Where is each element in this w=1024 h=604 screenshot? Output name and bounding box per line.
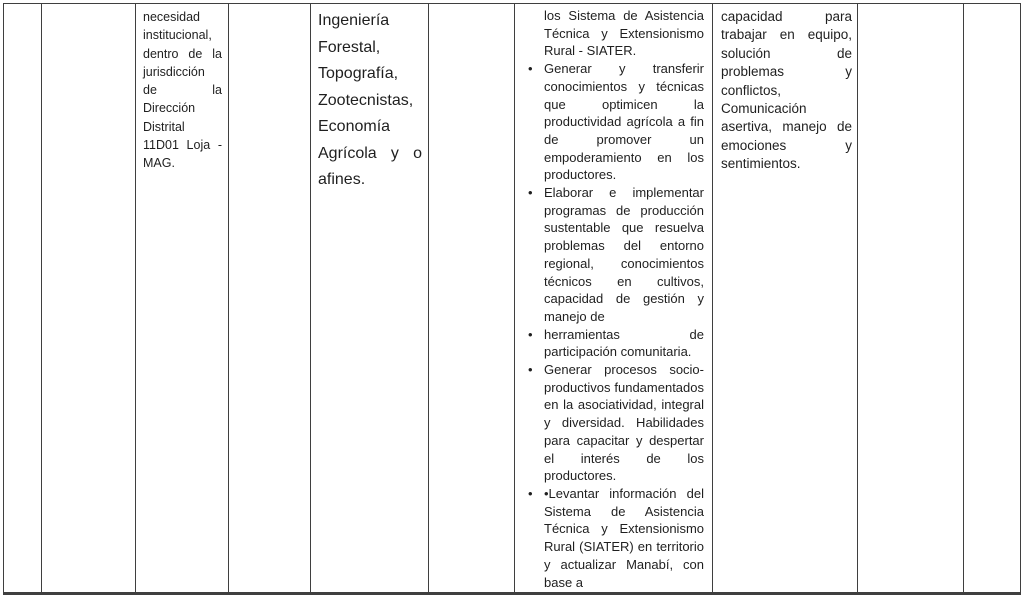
bullet-icon: • (528, 185, 533, 201)
empty-cell-6 (964, 4, 1020, 592)
bullet-icon: • (528, 362, 533, 378)
activity-text: Generar y transferir conocimientos y técnicas que optimicen la productividad agrícola a fin de promover un empoderamiento en los productores. (544, 61, 704, 183)
activity-continuation-text: los Sistema de Asistencia Técnica y Extensionismo Rural - SIATER. (544, 8, 704, 59)
activity-item (527, 485, 704, 591)
activity-item (527, 326, 704, 361)
activity-continuation (527, 7, 704, 60)
activity-item (527, 361, 704, 485)
empty-cell-1 (4, 4, 42, 592)
education-text: Ingeniería Forestal, Topografía, Zootecnistas, Economía Agrícola y o afines. (318, 12, 422, 188)
empty-cell-5 (858, 4, 964, 592)
jurisdiction-text: necesidad institucional, dentro de la jurisdicción de la Dirección Distrital 11D01 Loja - MAG. (143, 10, 222, 171)
activity-item (527, 60, 704, 184)
activities-cell (515, 4, 713, 592)
document-table (3, 3, 1021, 595)
bullet-icon: • (528, 326, 533, 342)
jurisdiction-cell (136, 4, 229, 592)
empty-cell-4 (429, 4, 515, 592)
activity-text: Elaborar e implementar programas de producción sustentable que resuelva problemas del entorno regional, conocimientos técnicos en cultivos, capacidad de gestión y manejo de (544, 185, 704, 324)
activity-text: •Levantar información del Sistema de Asistencia Técnica y Extensionismo Rural (SIATER) en territorio y actualizar Manabí, con base a (544, 485, 704, 590)
bullet-icon: • (528, 61, 533, 77)
bullet-icon: • (528, 485, 533, 501)
skills-cell (713, 4, 858, 592)
empty-cell-2 (42, 4, 136, 592)
empty-cell-3 (229, 4, 311, 592)
activity-item (527, 184, 704, 326)
skills-text: capacidad para trabajar en equipo, solución de problemas y conflictos, Comunicación asertiva, manejo de emociones y sentimientos. (721, 9, 852, 172)
activity-text: herramientas de participación comunitaria. (544, 326, 704, 360)
education-cell (311, 4, 429, 592)
activity-text: Generar procesos socio-productivos fundamentados en la asociatividad, integral y diversidad. Habilidades para capacitar y despertar el interés de los productores. (544, 362, 704, 484)
